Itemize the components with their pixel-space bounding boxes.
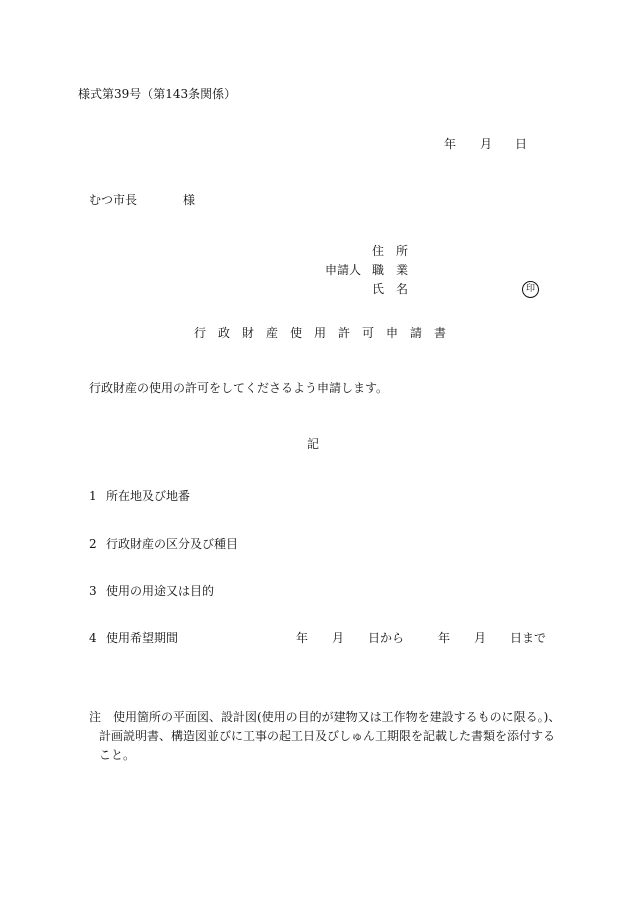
seal-text: 印 [522, 281, 539, 298]
attachment-note [89, 708, 559, 765]
item-4-label: 使用希望期間 [106, 631, 179, 645]
applicant-label: 申請人 [325, 263, 362, 277]
note-line-1: 注 使用箇所の平面図、設計図(使用の目的が建物又は工作物を建設するものに限る。)、 [89, 710, 561, 724]
item-2-label: 行政財産の区分及び種目 [106, 537, 239, 551]
item-1-number: 1 [89, 489, 97, 503]
form-number: 様式第39号（第143条関係） [78, 87, 237, 101]
ki-heading: 記 [307, 437, 320, 451]
item-3-number: 3 [89, 584, 97, 598]
note-line-3: こと。 [99, 748, 136, 762]
body-text: 行政財産の使用の許可をしてくださるよう申請します。 [89, 381, 389, 395]
date-month: 月 [480, 137, 493, 151]
date-day: 日 [515, 137, 528, 151]
addressee-name: むつ市長 [89, 193, 138, 207]
seal-mark [522, 281, 539, 298]
period-to-year: 年 [438, 631, 451, 645]
occupation-label: 職 業 [372, 263, 409, 277]
document-title: 行 政 財 産 使 用 許 可 申 請 書 [194, 326, 447, 340]
addressee-honorific: 様 [183, 193, 196, 207]
item-3-label: 使用の用途又は目的 [106, 584, 215, 598]
item-4-number: 4 [89, 631, 97, 645]
date-year: 年 [444, 137, 457, 151]
period-from-month: 月 [332, 631, 345, 645]
note-line-2: 計画説明書、構造図並びに工事の起工日及びしゅん工期限を記載した書類を添付する [99, 729, 556, 743]
period-to-day: 日まで [510, 631, 547, 645]
period-to-month: 月 [474, 631, 487, 645]
name-label: 氏 名 [372, 282, 409, 296]
period-from-day: 日から [368, 631, 405, 645]
item-1-label: 所在地及び地番 [106, 489, 191, 503]
item-2-number: 2 [89, 537, 97, 551]
address-label: 住 所 [372, 244, 409, 258]
period-from-year: 年 [296, 631, 309, 645]
